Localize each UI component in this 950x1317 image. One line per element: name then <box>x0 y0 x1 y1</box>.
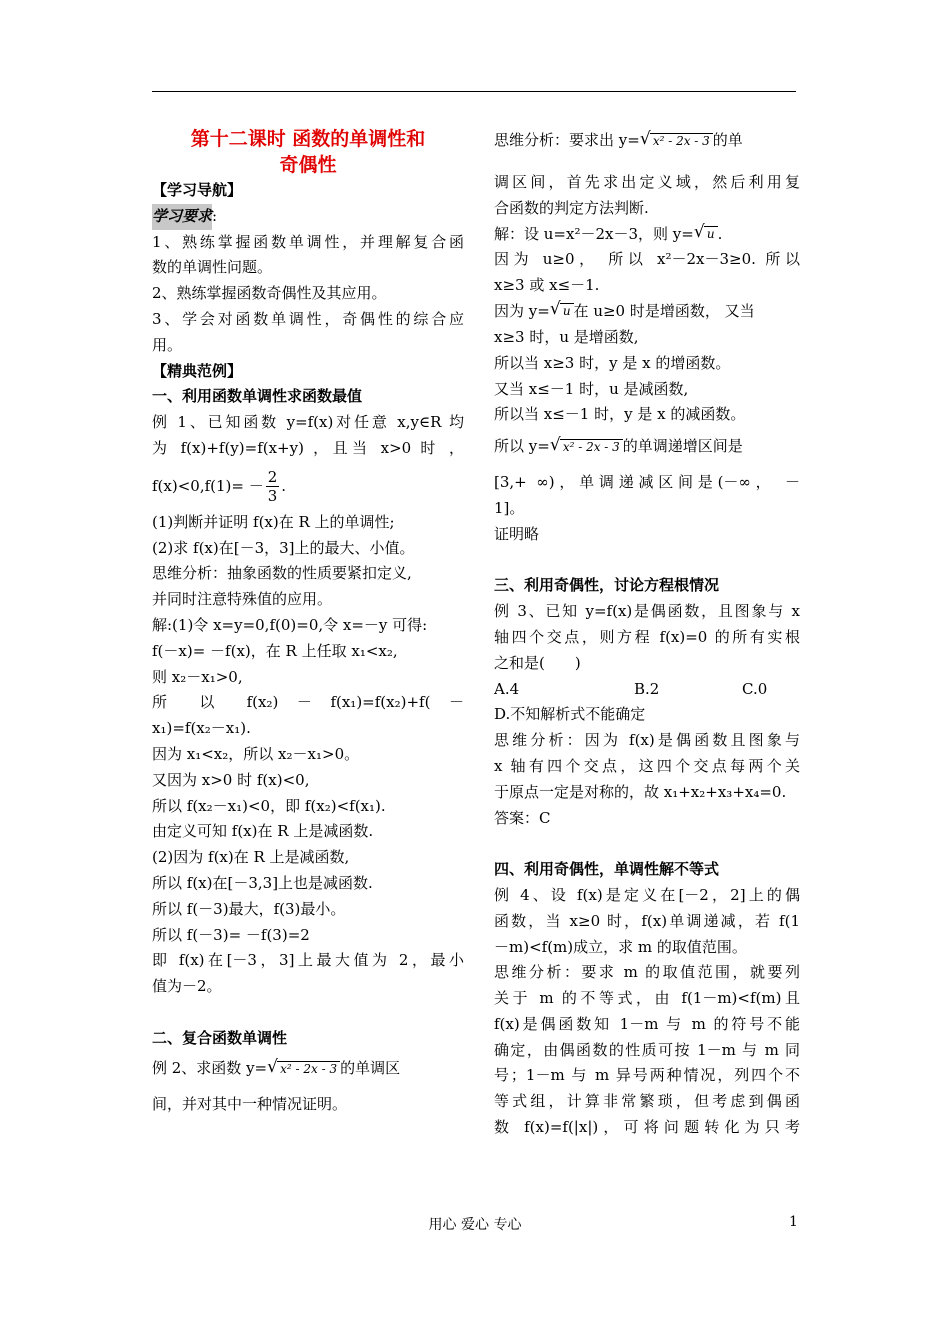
right-line: x≥3 或 x≤－1. <box>494 276 600 295</box>
right-line: 例 4、设 f(x)是定义在[－2，2]上的偶 <box>494 885 800 904</box>
option-d: D.不知解析式不能确定 <box>494 705 646 724</box>
right-line: 思维分析：因为 f(x)是偶函数且图象与 <box>494 731 800 750</box>
sqrt-radicand: u <box>560 303 574 318</box>
requirements-heading: 学习要求 <box>152 204 212 230</box>
example2-text-b: 的单调区 <box>340 1058 401 1077</box>
left-line: (2)因为 f(x)在 R 上是减函数, <box>152 848 350 867</box>
left-line: 所以 f(x₂－x₁)<0，即 f(x₂)<f(x₁). <box>152 796 386 815</box>
left-line: 则 x₂－x₁>0, <box>152 667 243 686</box>
options-row <box>494 677 800 703</box>
right-line: 等式组，计算非常繁琐，但考虑到偶函 <box>494 1092 800 1111</box>
requirement-3a: 3、学会对函数单调性，奇偶性的综合应 <box>152 309 464 328</box>
right-line: 数 f(x)=f(|x|)，可将问题转化为只考 <box>494 1118 800 1137</box>
left-line: 所以 f(x)在[－3,3]上也是减函数. <box>152 873 373 892</box>
left-line: 所以 f(－3)= －f(3)=2 <box>152 925 310 944</box>
left-line: 思维分析：抽象函数的性质要紧扣定义, <box>152 564 412 583</box>
header-rule <box>152 91 796 92</box>
right-line: 之和是( ) <box>494 653 581 672</box>
increasing-line <box>494 299 800 325</box>
example1-fraction-line: f(x)<0,f(1)= － $\frac{2}{3}$ . <box>152 468 287 506</box>
solution-line <box>494 222 800 248</box>
left-line: 所以 f(－3)最大，f(3)最小。 <box>152 899 346 918</box>
section1-heading: 一、利用函数单调性求函数最值 <box>152 387 363 406</box>
right-line: 轴四个交点，则方程 f(x)=0 的所有实根 <box>494 627 800 646</box>
left-line: (2)求 f(x)在[－3，3]上的最大、小值。 <box>152 538 415 557</box>
right-line: x 轴有四个交点，这四个交点每两个关 <box>494 756 800 775</box>
section4-heading: 四、利用奇偶性，单调性解不等式 <box>494 860 720 879</box>
left-line: 因为 x₁<x₂，所以 x₂－x₁>0。 <box>152 744 360 763</box>
analysis-line <box>494 120 800 160</box>
right-line: 调区间，首先求出定义域，然后利用复 <box>494 173 800 191</box>
increasing-text-a: 因为 y= <box>494 302 550 321</box>
sqrt-radicand: u <box>704 226 718 241</box>
interval-text-b: 的单调递增区间是 <box>622 437 743 456</box>
sqrt-expression: √ x² - 2x - 3 <box>550 429 623 465</box>
left-line: 由定义可知 f(x)在 R 上是减函数. <box>152 822 374 841</box>
left-line: x₁)=f(x₂－x₁). <box>152 719 251 738</box>
requirement-3b: 用。 <box>152 335 183 354</box>
right-line: [3,+ ∞)，单调递减区间是(－∞， － <box>494 473 800 492</box>
right-line: x≥3 时，u 是增函数, <box>494 327 639 346</box>
right-line: f(x)是偶函数知 1－m 与 m 的符号不能 <box>494 1014 800 1033</box>
left-line: 即 f(x)在[－3，3]上最大值为 2，最小 <box>152 951 464 970</box>
example1-line: 为 f(x)+f(y)=f(x+y) ，且当 x>0 时 ， <box>152 438 464 457</box>
page-footer: 用心 爱心 专心 <box>428 1217 522 1233</box>
analysis-text-b: 的单 <box>712 131 743 149</box>
left-line: 并同时注意特殊值的应用。 <box>152 590 333 609</box>
left-line: (1)判断并证明 f(x)在 R 上的单调性; <box>152 512 395 531</box>
interval-text-a: 所以 y= <box>494 437 550 456</box>
example1-line: 例 1、已知函数 y=f(x)对任意 x,y∈R 均 <box>152 413 464 432</box>
right-line: 函数，当 x≥0 时，f(x)单调递减，若 f(1 <box>494 911 800 930</box>
solution-text-a: 解：设 u=x²－2x－3，则 y= <box>494 224 694 243</box>
answer-line: 答案：C <box>494 808 551 827</box>
right-line: 1]。 <box>494 498 525 517</box>
right-line: 于原点一定是对称的，故 x₁+x₂+x₃+x₄=0. <box>494 782 787 801</box>
requirement-1b: 数的单调性问题。 <box>152 258 273 277</box>
left-line: 解:(1)令 x=y=0,f(0)=0,令 x=－y 可得: <box>152 615 428 634</box>
nav-heading: 【学习导航】 <box>152 181 243 199</box>
examples-heading: 【精典范例】 <box>152 361 243 380</box>
requirements-colon: : <box>212 206 218 225</box>
example1-line: f(x)<0,f(1)= － <box>152 476 264 495</box>
right-line: 证明略 <box>494 524 540 543</box>
right-line: 号；1－m 与 m 异号两种情况，列四个不 <box>494 1066 800 1085</box>
sqrt-radicand: x² - 2x - 3 <box>560 439 623 454</box>
right-line: 思维分析：要求 m 的取值范围，就要列 <box>494 963 800 982</box>
option-a: A.4 <box>494 679 520 698</box>
requirement-2: 2、熟练掌握函数奇偶性及其应用。 <box>152 284 387 303</box>
example2-line <box>152 1052 464 1084</box>
analysis-text-a: 思维分析：要求出 y= <box>494 131 640 149</box>
section3-heading: 三、利用奇偶性，讨论方程根情况 <box>494 576 720 595</box>
fraction-numerator: 2 <box>267 468 278 487</box>
left-line: f(－x)= －f(x)，在 R 上任取 x₁<x₂, <box>152 641 398 660</box>
fraction <box>266 468 280 505</box>
right-line: 所以当 x≥3 时，y 是 x 的增函数。 <box>494 353 731 372</box>
left-column <box>152 120 464 1117</box>
right-line: 合函数的判定方法判断. <box>494 198 649 217</box>
example2-line-c: 间，并对其中一种情况证明。 <box>152 1094 348 1113</box>
example2-text-a: 例 2、求函数 y= <box>152 1058 268 1077</box>
sqrt-expression: √ x² - 2x - 3 <box>267 1053 340 1085</box>
page-number: 1 <box>789 1214 798 1230</box>
interval-line <box>494 428 800 464</box>
right-line: －m)<f(m)成立，求 m 的取值范围。 <box>494 937 747 956</box>
requirement-1a: 1、熟练掌握函数单调性，并理解复合函 <box>152 232 464 251</box>
sqrt-radicand: x² - 2x - 3 <box>650 133 713 148</box>
right-line: 关于 m 的不等式，由 f(1－m)<f(m)且 <box>494 989 800 1008</box>
right-column <box>494 120 800 1141</box>
right-line: 确定，由偶函数的性质可按 1－m 与 m 同 <box>494 1040 800 1059</box>
right-line: 例 3、已知 y=f(x)是偶函数，且图象与 x <box>494 602 800 621</box>
sqrt-radicand: x² - 2x - 3 <box>277 1061 340 1076</box>
solution-text-b: . <box>717 224 723 243</box>
right-line: 又当 x≤－1 时，u 是减函数, <box>494 379 689 398</box>
lesson-title-line2: 奇偶性 <box>279 154 337 176</box>
right-line: 所以当 x≤－1 时，y 是 x 的减函数。 <box>494 405 746 424</box>
right-line: 因为 u≥0， 所以 x²－2x－3≥0. 所以 <box>494 250 800 269</box>
left-line: 所 以 f(x₂) － f(x₁)=f(x₂)+f( － <box>152 693 464 712</box>
section2-heading: 二、复合函数单调性 <box>152 1028 288 1047</box>
lesson-title-line1: 第十二课时 函数的单调性和 <box>190 128 426 150</box>
option-c: C.0 <box>742 679 768 698</box>
left-line: 值为－2。 <box>152 977 222 996</box>
left-line: 又因为 x>0 时 f(x)<0, <box>152 770 310 789</box>
sqrt-u: √ u <box>550 299 574 325</box>
option-b: B.2 <box>634 679 660 698</box>
sqrt-u: √ u <box>694 222 718 248</box>
increasing-text-b: 在 u≥0 时是增函数， 又当 <box>573 302 755 321</box>
sqrt-expression: √ x² - 2x - 3 <box>640 121 713 161</box>
fraction-denominator: 3 <box>267 487 278 506</box>
